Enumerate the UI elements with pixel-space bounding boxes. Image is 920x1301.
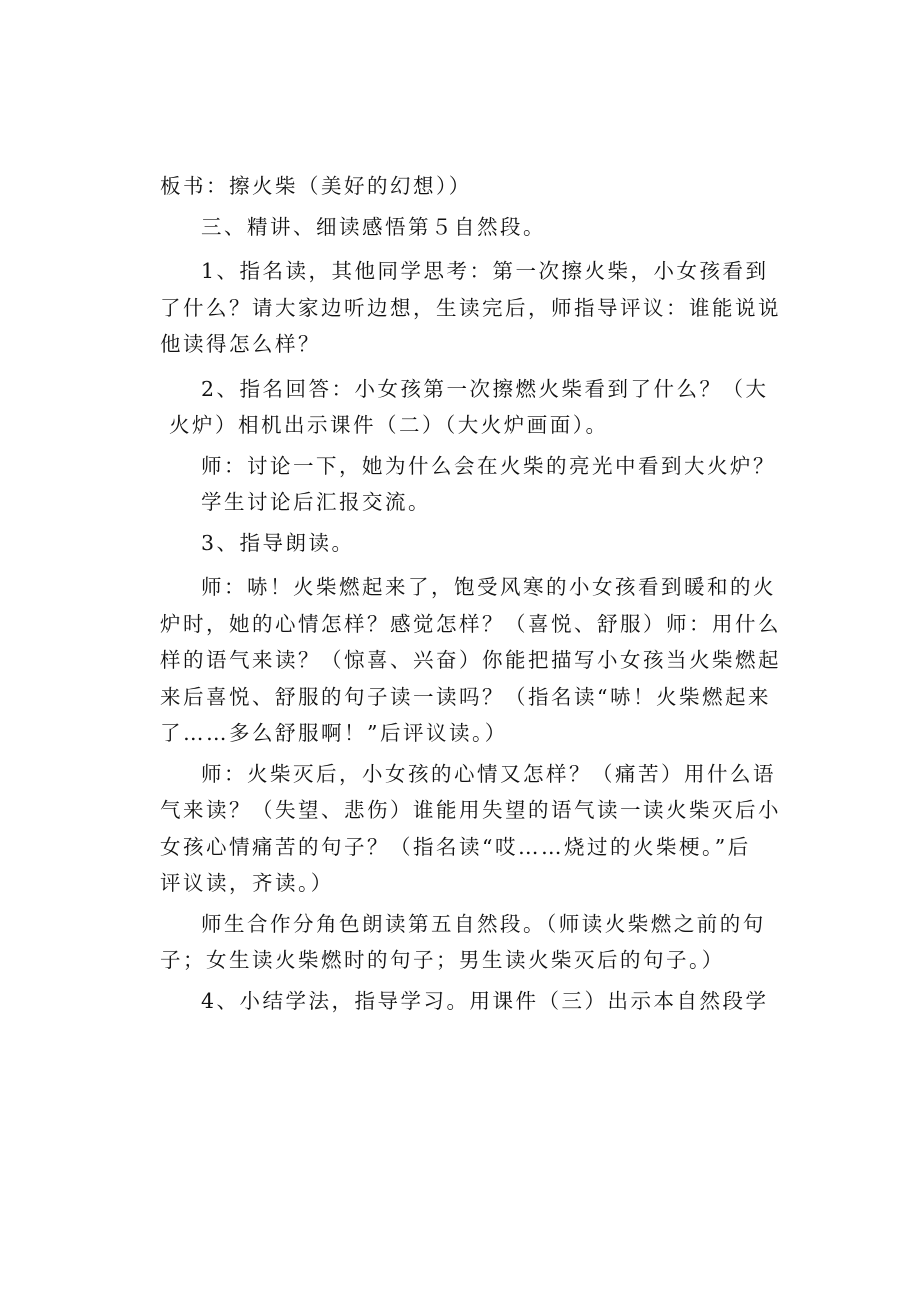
text-line: 师：讨论一下，她为什么会在火柴的亮光中看到大火炉？ bbox=[201, 453, 776, 478]
text-line: 女孩心情痛苦的句子？（指名读“哎……烧过的火柴梗。”后 bbox=[160, 834, 751, 859]
text-line: 来后喜悦、舒服的句子读一读吗？（指名读“哧！火柴燃起来 bbox=[160, 684, 771, 709]
text-line: 师：哧！火柴燃起来了，饱受风寒的小女孩看到暖和的火 bbox=[201, 575, 776, 599]
text-line: 了什么？请大家边听边想，生读完后，师指导评议：谁能说说 bbox=[160, 295, 781, 320]
text-line: 样的语气来读？（惊喜、兴奋）你能把描写小女孩当火柴燃起 bbox=[160, 648, 781, 672]
text-line: 3、指导朗读。 bbox=[201, 530, 355, 555]
text-line: 师生合作分角色朗读第五自然段。（师读火柴燃之前的句 bbox=[201, 911, 766, 936]
paragraph-step-four bbox=[160, 983, 769, 1020]
text-line: 板书：擦火柴（美好的幻想）） bbox=[160, 174, 472, 198]
text-line: 气来读？（失望、悲伤）谁能用失望的语气读一读火柴灭后小 bbox=[160, 798, 781, 822]
text-line: 4、小结学法，指导学习。用课件（三）出示本自然段学 bbox=[201, 988, 769, 1013]
text-line: 他读得怎么样？ bbox=[160, 332, 321, 356]
paragraph-teacher-discussion bbox=[160, 448, 776, 485]
paragraph-step-three bbox=[160, 525, 760, 562]
paragraph-blackboard-note bbox=[160, 168, 760, 205]
paragraph-match-out bbox=[160, 756, 781, 902]
text-line: 师：火柴灭后，小女孩的心情又怎样？（痛苦）用什么语 bbox=[201, 761, 776, 786]
text-line: 了……多么舒服啊！”后评议读。） bbox=[160, 721, 508, 745]
document-body bbox=[160, 168, 781, 1023]
paragraph-step-one bbox=[160, 253, 781, 363]
text-line: 火炉）相机出示课件（二）（大火炉画面）。 bbox=[160, 413, 609, 437]
text-line: 三、精讲、细读感悟第５自然段。 bbox=[201, 214, 546, 239]
paragraph-step-two bbox=[160, 371, 769, 444]
paragraph-role-reading bbox=[160, 906, 766, 979]
paragraph-match-lit bbox=[160, 569, 781, 752]
text-line: 2、指名回答：小女孩第一次擦燃火柴看到了什么？（大 bbox=[201, 376, 769, 401]
text-line: 1、指名读，其他同学思考：第一次擦火柴，小女孩看到 bbox=[201, 259, 769, 283]
text-line: 炉时，她的心情怎样？感觉怎样？（喜悦、舒服）师：用什么 bbox=[160, 611, 781, 636]
text-line: 子；女生读火柴燃时的句子；男生读火柴灭后的句子。） bbox=[160, 948, 725, 972]
paragraph-section-three-heading bbox=[160, 209, 760, 246]
paragraph-student-report bbox=[160, 484, 760, 521]
text-line: 学生讨论后汇报交流。 bbox=[201, 490, 431, 514]
text-line: 评议读，齐读。） bbox=[160, 871, 334, 895]
